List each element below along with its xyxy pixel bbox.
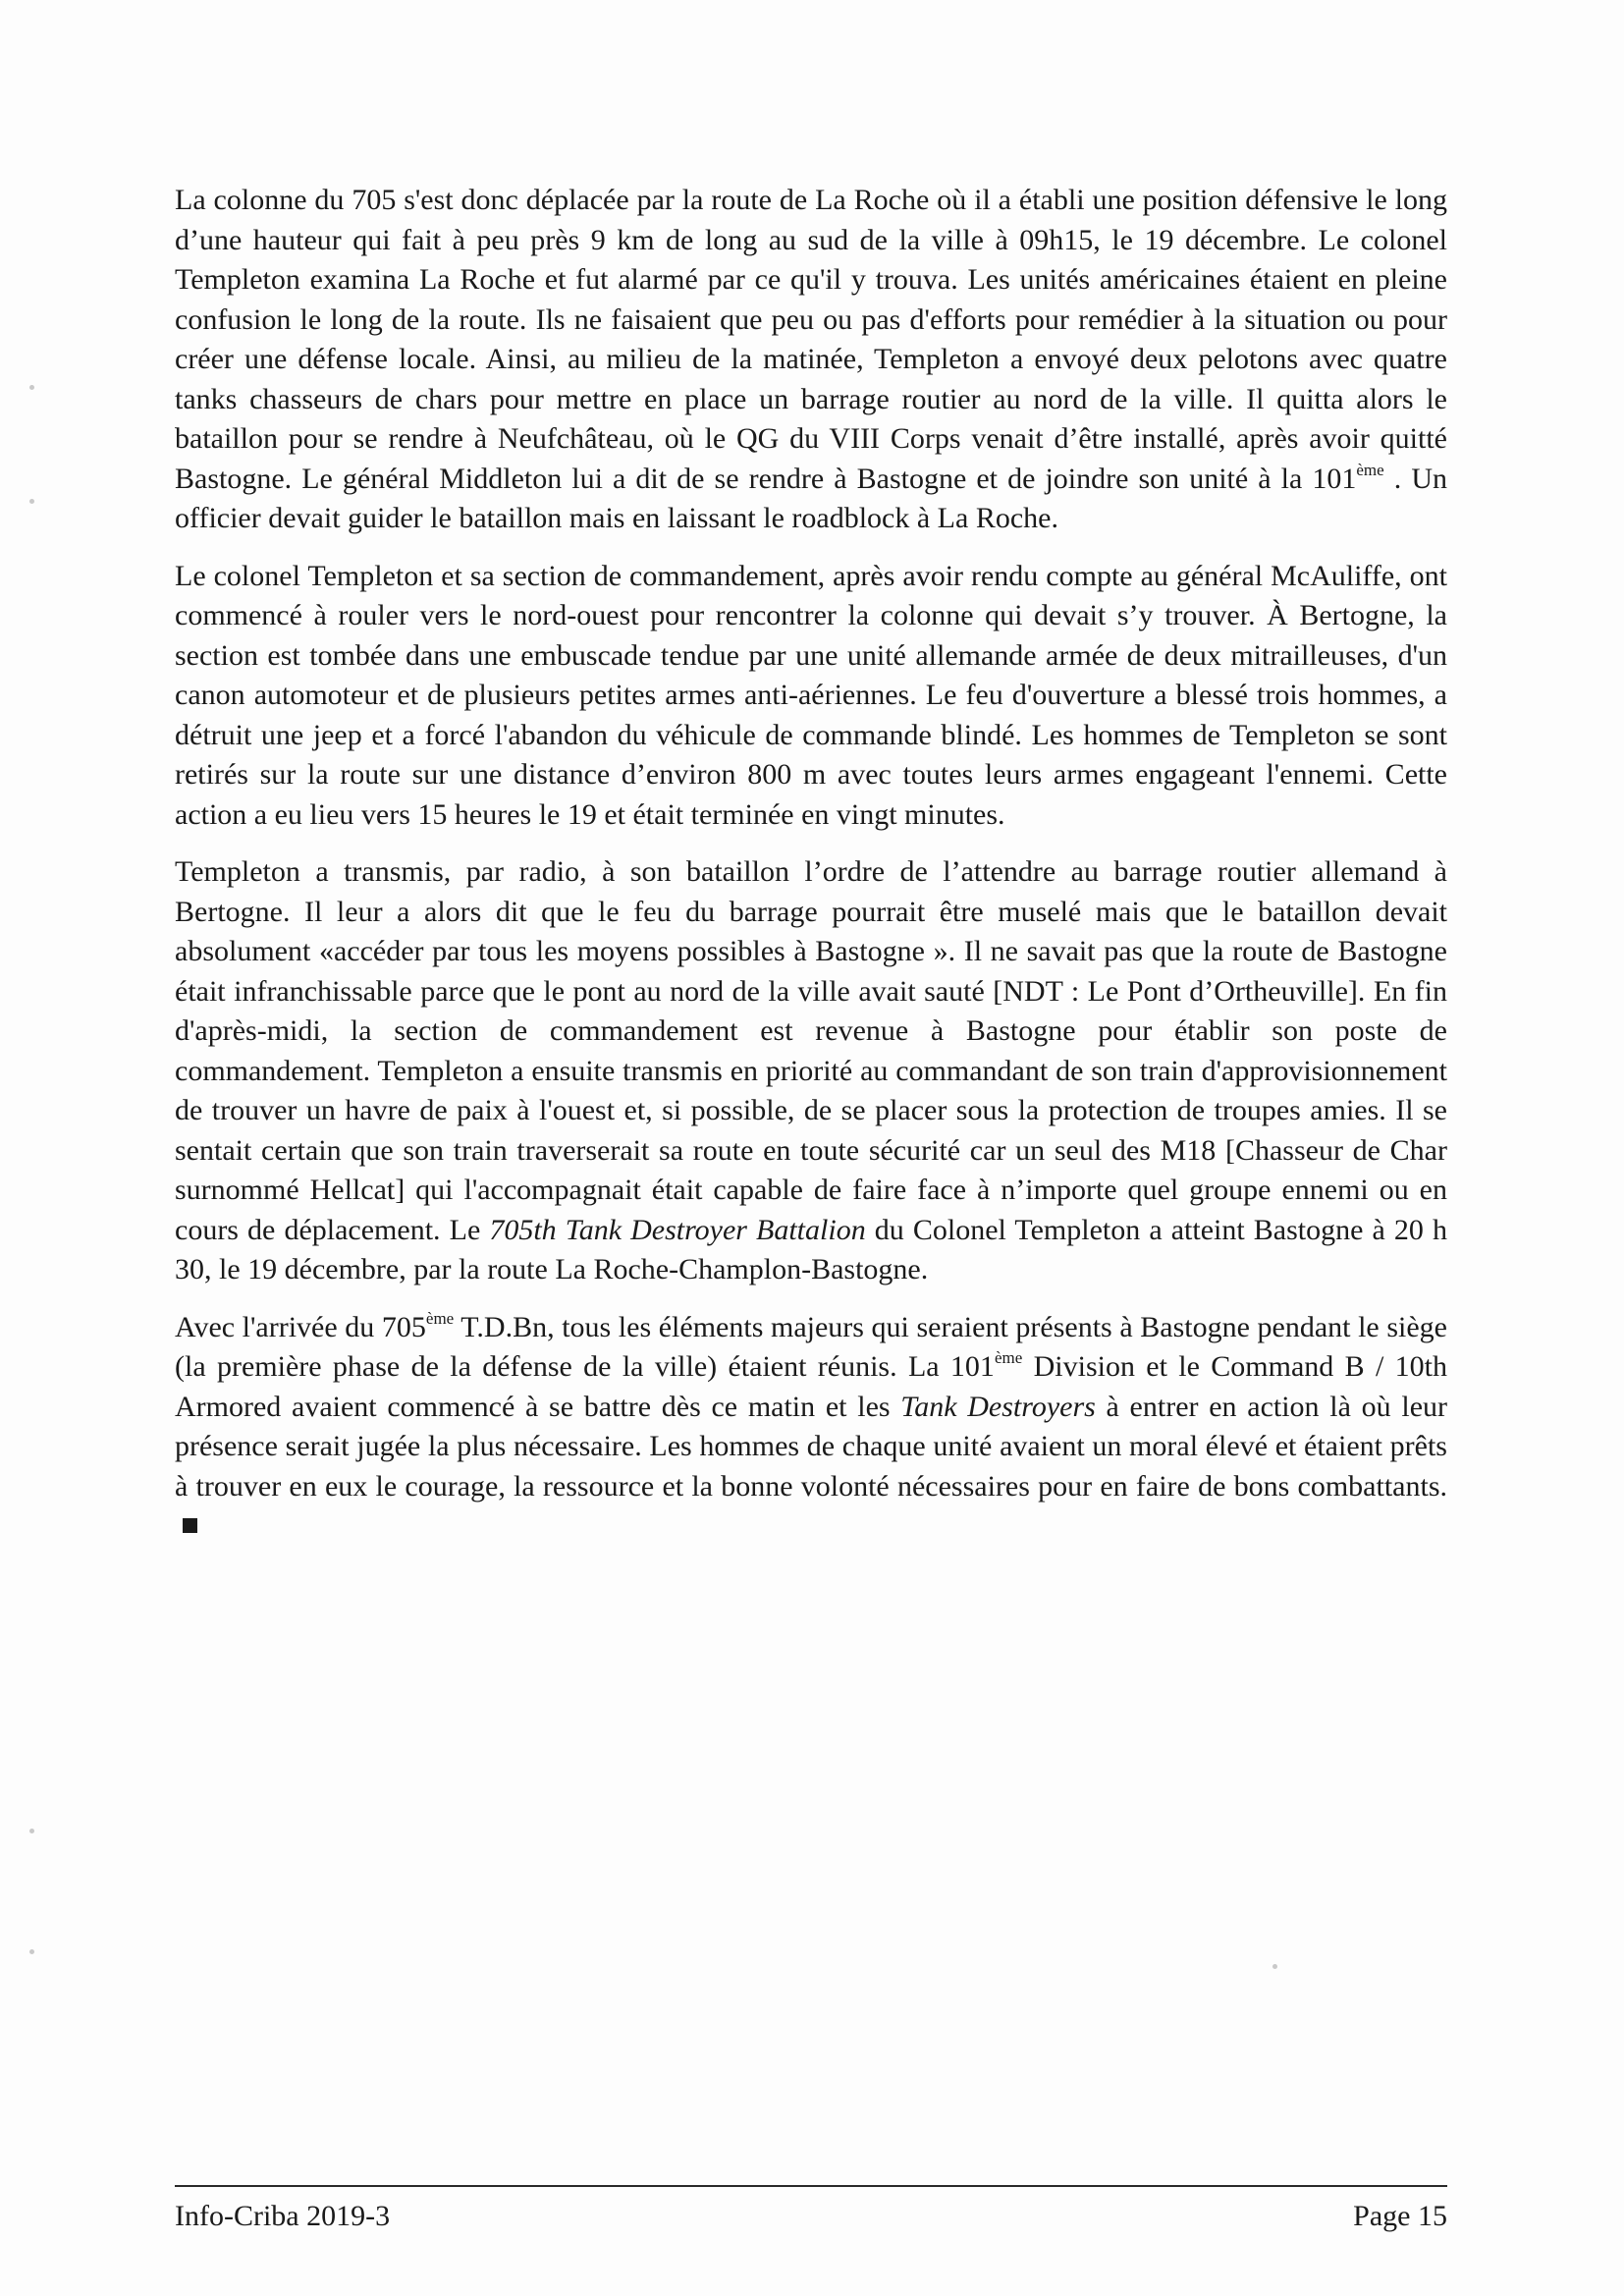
scan-speck [29,1949,34,1954]
paragraph-4-text: Avec l'arrivée du 705 [175,1310,426,1343]
paragraph-4 [175,1308,1447,1547]
publication-name: Info-Criba 2019-3 [175,2200,391,2232]
ordinal-superscript: ème [994,1348,1023,1367]
paragraph-4-text-3: Division et le Command B / 10th Armored avaient commencé à se battre dès ce matin et les [175,1350,1447,1423]
paragraph-1-text: La colonne du 705 s'est donc déplacée par la route de La Roche où il a établi une position défensive le long d’une hauteur qui fait à peu près 9 km de long au sud de la ville à 09h15, le 19 décembre. Le colonel Templeton examina La Roche et fut alarmé par ce qu'il y trouva. Les unités américaines étaient en pleine confusion le long de la route. Ils ne faisaient que peu ou pas d'efforts pour remédier à la situation ou pour créer une défense locale. Ainsi, au milieu de la matinée, Templeton a envoyé deux pelotons avec quatre tanks chasseurs de chars pour mettre en place un barrage routier au nord de la ville. Il quitta alors le bataillon pour se rendre à Neufchâteau, où le QG du VIII Corps venait d’être installé, après avoir quitté Bastogne. Le général Middleton lui a dit de se rendre à Bastogne et de joindre son unité à la 101 [175,184,1447,495]
scan-speck [29,385,34,390]
ordinal-superscript: ème [1356,460,1384,479]
unit-name-italic: 705th Tank Destroyer Battalion [489,1213,866,1246]
paragraph-4-text-end: à entrer en action là où leur présence serait jugée la plus nécessaire. Les hommes de chaque unité avaient un moral élevé et étaient prêts à trouver en eux le courage, la ressource et la bonne volonté nécessaires pour en faire de bons combattants. [175,1390,1448,1503]
ordinal-superscript: ème [425,1308,455,1328]
scan-speck [29,1829,34,1833]
paragraph-4-text-2: T.D.Bn, tous les éléments majeurs qui seraient présents à Bastogne pendant le siège (la première phase de la défense de la ville) étaient réunis. La 101 [175,1310,1447,1383]
article-body [175,181,1447,1564]
paragraph-1-text-end: . Un officier devait guider le bataillon mais en laissant le roadblock à La Roche. [175,462,1447,534]
scan-speck [29,499,34,504]
page-number: Page 15 [1353,2200,1447,2232]
paragraph-3-text-end: du Colonel Templeton a atteint Bastogne à 20 h 30, le 19 décembre, par la route La Roche-Champlon-Bastogne. [175,1213,1447,1285]
end-of-article-square-icon [183,1518,197,1533]
paragraph-3-text: Templeton a transmis, par radio, à son bataillon l’ordre de l’attendre au barrage routier allemand à Bertogne. Il leur a alors dit que le feu du barrage pourrait être muselé mais que le bataillon devait absolument «accéder par tous les moyens possibles à Bastogne ». Il ne savait pas que la route de Bastogne était infranchissable parce que le pont au nord de la ville avait sauté [NDT : Le Pont d’Ortheuville]. En fin d'après-midi, la section de commandement est revenue à Bastogne pour établir son poste de commandement. Templeton a ensuite transmis en priorité au commandant de son train d'approvisionnement de trouver un havre de paix à l'ouest et, si possible, de se placer sous la protection de troupes amies. Il se sentait certain que son train traverserait sa route en toute sécurité car un seul des M18 [Chasseur de Char surnommé Hellcat] qui l'accompagnait était capable de faire face à n’importe quel groupe ennemi ou en cours de déplacement. Le [175,855,1447,1246]
paragraph-2: Le colonel Templeton et sa section de commandement, après avoir rendu compte au général McAuliffe, ont commencé à rouler vers le nord-ouest pour rencontrer la colonne qui devait s’y trouver. À Bertogne, la section est tombée dans une embuscade tendue par une unité allemande armée de deux mitrailleuses, d'un canon automoteur et de plusieurs petites armes anti-aériennes. Le feu d'ouverture a blessé trois hommes, a détruit une jeep et a forcé l'abandon du véhicule de commande blindé. Les hommes de Templeton se sont retirés sur la route sur une distance d’environ 800 m avec toutes leurs armes engageant l'ennemi. Cette action a eu lieu vers 15 heures le 19 et était terminée en vingt minutes. [175,559,1447,831]
paragraph-3 [175,852,1447,1290]
scan-speck [1272,1964,1277,1969]
term-italic: Tank Destroyers [900,1390,1096,1423]
paragraph-1 [175,181,1447,539]
page-footer [175,2185,1447,2232]
